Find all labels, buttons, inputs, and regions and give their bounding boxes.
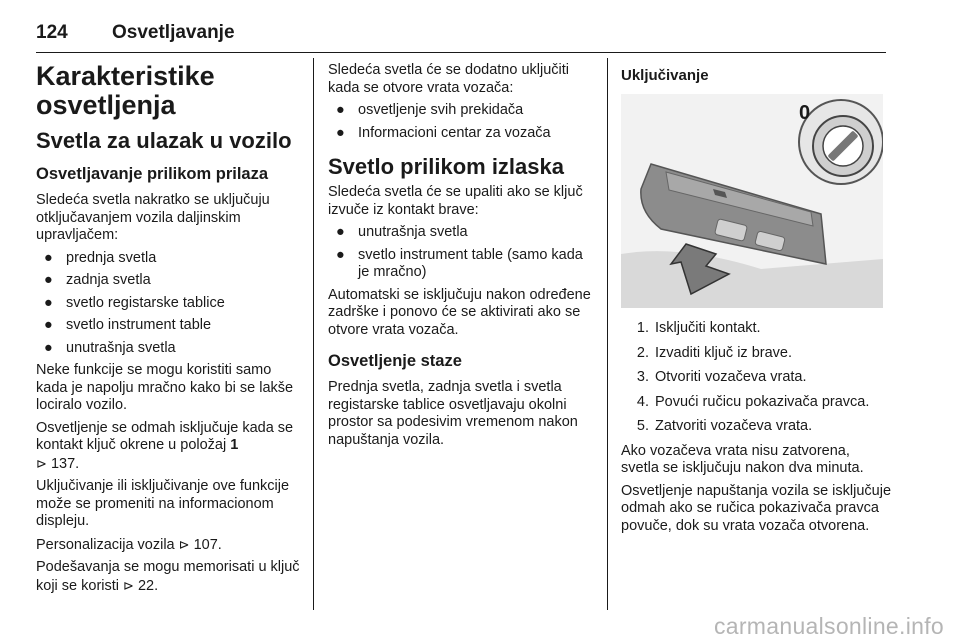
page-reference[interactable]: 22. [137,577,159,594]
column-divider [313,58,314,610]
paragraph: Sledeća svetla nakratko se uključuju otključavanjem vozila daljinskim upravljačem: [36,192,270,243]
chapter-title: Osvetljavanje [112,22,235,43]
bullet-icon: ● [336,246,345,263]
bullet-list [36,250,300,358]
list-item: 3. Otvoriti vozačeva vrata. [636,369,807,385]
bullet-list [328,224,596,282]
list-item: ● prednja svetla [44,249,157,266]
bullet-icon: ● [336,224,345,240]
subsection-heading: Uključivanje [621,67,709,84]
paragraph: Ako vozačeva vrata nisu zatvorena, svetla se isključuju nakon dva minuta. [621,442,864,476]
paragraph: Sledeća svetla će se upaliti ako se ključ izvuče iz kontakt brave: [328,184,583,218]
bullet-list [328,102,596,142]
paragraph: Osvetljenje se odmah isključuje kada se kontakt ključ okrene u položaj 1 ⊳ 137. [36,419,294,472]
bullet-icon: ● [336,102,345,118]
list-item: 4. Povući ručicu pokazivača pravca. [636,393,870,410]
subsection-heading: Osvetljavanje prilikom prilaza [36,165,269,183]
list-item: ● svetlo registarske tablice [44,294,225,311]
section-heading: Svetlo prilikom izlaska [328,154,564,179]
page-number: 124 [36,22,68,43]
paragraph: Sledeća svetla će se dodatno uključiti kada se otvore vrata vozača: [328,62,570,96]
paragraph: Podešavanja se mogu memorisati u ključ koji se koristi ⊳ 22. [36,559,300,594]
column-divider [607,58,608,610]
bullet-icon: ● [44,249,53,266]
bullet-icon: ● [44,339,53,356]
paragraph: Automatski se isključuju nakon određene zadrške i ponovo će se aktivirati ako se otvore vrata vozača. [328,286,591,338]
paragraph: Prednja svetla, zadnja svetla i svetla registarske tablice osvetljavaju okolni prostor sa podesivim vremenom nakon napuštanja vozila. [328,379,578,448]
reference-arrow-icon: ⊳ [178,536,190,552]
page-title: Karakteristike osvetljenja [36,61,215,120]
numbered-list [621,320,891,436]
watermark: carmanualsonline.info [713,613,944,639]
paragraph: Osvetljenje napuštanja vozila se isključuje odmah ako se ručica pokazivača pravca povuče, dok su vrata vozača otvorena. [621,482,892,534]
list-item: ● Informacioni centar za vozača [336,124,551,141]
turn-signal-lever-illustration [621,94,883,308]
list-item: ● svetlo instrument table [44,317,212,333]
page-reference[interactable]: 107. [193,536,222,553]
list-item: 2. Izvaditi ključ iz brave. [636,344,792,361]
list-item: ● unutrašnja svetla [336,224,468,240]
page-header [36,22,886,53]
paragraph: Neke funkcije se mogu koristiti samo kada je napolju mračno kako bi se lakše lociralo vozilo. [36,362,294,413]
subsection-heading: Osvetljenje staze [328,352,462,370]
section-heading: Svetla za ulazak u vozilo [36,128,292,153]
bullet-icon: ● [44,294,53,311]
list-item: 1. Isključiti kontakt. [636,320,761,336]
lever-diagram [621,94,883,308]
bullet-icon: ● [44,272,53,288]
bullet-icon: ● [336,124,345,141]
page-reference[interactable]: 137. [50,455,80,472]
column-1 [36,62,300,600]
bullet-icon: ● [44,317,53,333]
list-item: 5. Zatvoriti vozačeva vrata. [636,418,813,434]
reference-arrow-icon: ⊳ [36,455,47,471]
column-3 [621,62,891,540]
key-position-label: 0 [799,102,811,124]
list-item: ● osvetljenje svih prekidača [336,102,524,118]
list-item: ● unutrašnja svetla [44,339,176,356]
list-item: ● svetlo instrument table (samo kada je mračno) [336,246,583,280]
reference-arrow-icon: ⊳ [123,577,134,593]
list-item: ● zadnja svetla [44,272,151,288]
paragraph: Uključivanje ili isključivanje ove funkcije može se promeniti na informacionom displeju. [36,478,290,529]
paragraph: Personalizacija vozila ⊳ 107. [36,536,222,553]
column-2 [328,62,596,454]
